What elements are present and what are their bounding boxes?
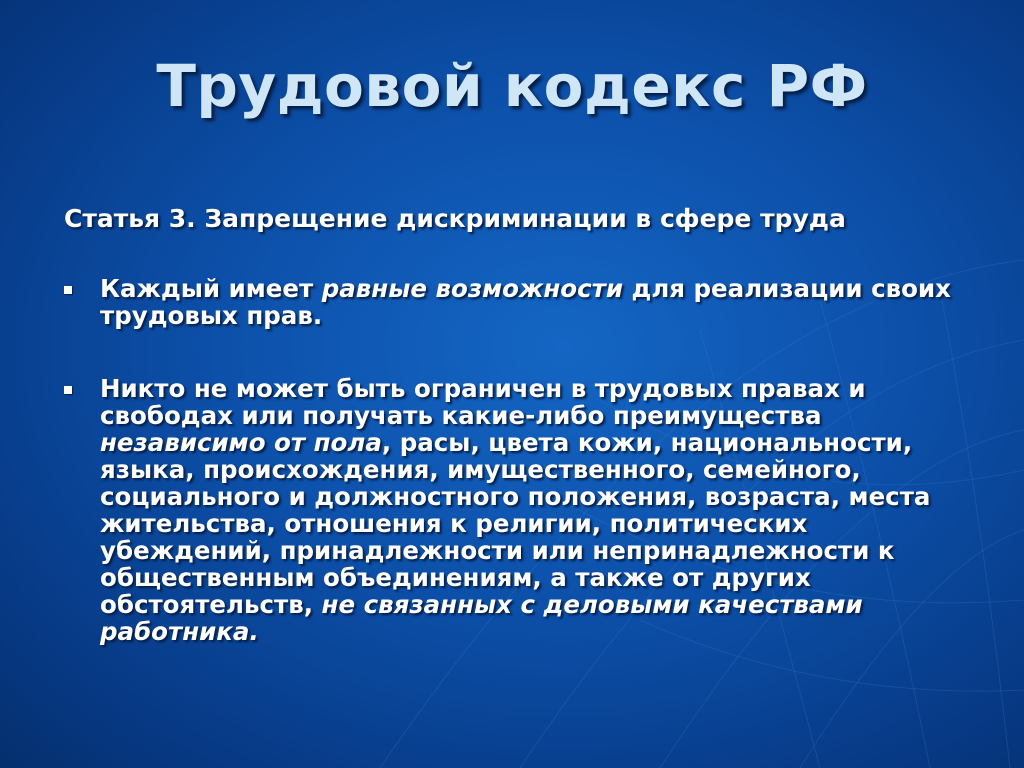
bullet-emphasis: не связанных с деловыми качествами работника. <box>100 590 863 646</box>
bullet-item-non-discrimination <box>62 375 982 645</box>
bullet-item-equal-opportunities <box>62 275 982 329</box>
square-bullet-icon <box>64 286 72 294</box>
article-heading: Статья 3. Запрещение дискриминации в сфере труда <box>64 204 846 233</box>
bullet-text: Никто не может быть ограничен в трудовых правах и свободах или получать какие-либо преимущества <box>100 374 866 430</box>
bullet-emphasis: равные возможности <box>321 274 623 303</box>
bullet-emphasis: независимо от пола <box>100 428 382 457</box>
bullet-text: Каждый имеет <box>100 274 322 303</box>
bullet-text: , расы, цвета кожи, национальности, языка, происхождения, имущественного, семейного, социального и должностного положения, возраста, места жительства, отношения к религии, политических убеждений, принадлежности или непринадлежности к общественным объединениям, а также от других обстоятельств, <box>100 428 931 619</box>
slide-title: Трудовой кодекс РФ <box>156 52 868 120</box>
bullet-text: для реализации своих трудовых прав. <box>100 274 951 330</box>
square-bullet-icon <box>64 386 72 394</box>
bullet-list <box>62 275 982 691</box>
